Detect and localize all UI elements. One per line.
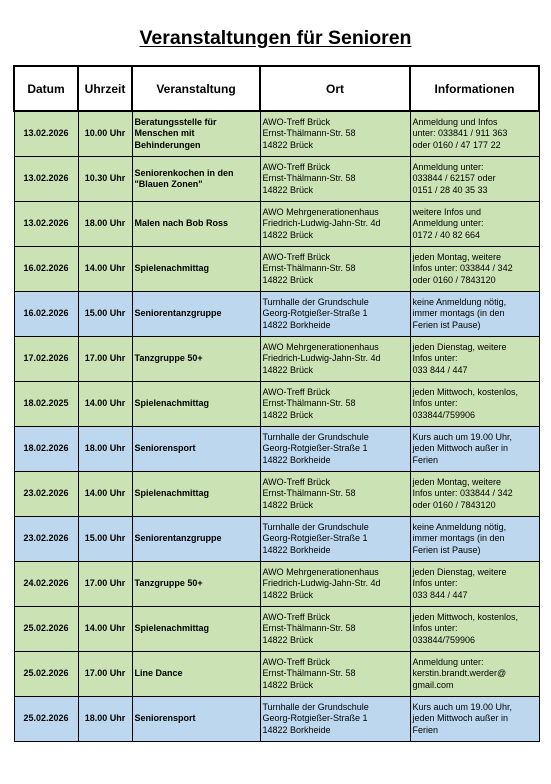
cell-place-line: Turnhalle der Grundschule [262, 432, 369, 443]
table-row [14, 427, 539, 472]
cell-info-line: 033 844 / 447 [412, 364, 468, 375]
cell-info-line: keine Anmeldung nötig, [412, 522, 507, 533]
cell-event [132, 337, 260, 382]
cell-info-line: kerstin.brandt.werder@ [412, 668, 507, 679]
cell-place-line: Ernst-Thälmann-Str. 58 [262, 173, 356, 184]
cell-date: 25.02.2026 [14, 652, 78, 697]
cell-info-line: jeden Mittwoch außer in [412, 713, 509, 724]
cell-info-line: Infos unter: [412, 623, 458, 634]
cell-info-line: immer montags (in den [412, 533, 505, 544]
cell-date: 13.02.2026 [14, 111, 78, 157]
cell-event [132, 652, 260, 697]
cell-info [410, 337, 539, 382]
cell-place-line: AWO Mehrgenerationenhaus [262, 207, 379, 218]
cell-info-line: Infos unter: 033844 / 342 [412, 263, 513, 274]
cell-place [260, 111, 410, 157]
cell-place-line: Georg-Rotgießer-Straße 1 [262, 713, 368, 724]
cell-info [410, 427, 539, 472]
cell-time: 15.00 Uhr [78, 292, 132, 337]
events-table [13, 65, 540, 742]
cell-place [260, 382, 410, 427]
cell-place [260, 472, 410, 517]
cell-info [410, 697, 539, 742]
cell-info-line: Anmeldung unter: [412, 162, 484, 173]
cell-event-line: Line Dance [134, 668, 183, 679]
cell-place-line: Ernst-Thälmann-Str. 58 [262, 623, 356, 634]
cell-place-line: AWO Mehrgenerationenhaus [262, 567, 379, 578]
cell-place-line: Ernst-Thälmann-Str. 58 [262, 668, 356, 679]
cell-event-line: Seniorentanzgruppe [134, 308, 222, 319]
cell-place-line: AWO-Treff Brück [262, 162, 331, 173]
cell-event-line: Seniorensport [134, 443, 196, 454]
cell-event-line: Seniorensport [134, 713, 196, 724]
table-row [14, 562, 539, 607]
cell-info-line: Anmeldung unter: [412, 218, 484, 229]
table-row [14, 292, 539, 337]
cell-event-line: Spielenachmittag [134, 398, 210, 409]
table-row [14, 111, 539, 157]
cell-event [132, 697, 260, 742]
cell-info [410, 652, 539, 697]
cell-info-line: Infos unter: 033844 / 342 [412, 488, 513, 499]
cell-info-line: 0172 / 40 82 664 [412, 229, 481, 240]
cell-info-line: Infos unter: [412, 578, 458, 589]
cell-info-line: immer montags (in den [412, 308, 505, 319]
cell-date: 23.02.2026 [14, 472, 78, 517]
cell-event-line: Spielenachmittag [134, 488, 210, 499]
cell-info-line: Infos unter: [412, 353, 458, 364]
cell-time: 17.00 Uhr [78, 337, 132, 382]
table-row [14, 337, 539, 382]
cell-time: 14.00 Uhr [78, 607, 132, 652]
cell-info-line: jeden Mittwoch außer in [412, 443, 509, 454]
cell-place [260, 697, 410, 742]
cell-place [260, 652, 410, 697]
cell-info [410, 382, 539, 427]
cell-info [410, 157, 539, 202]
cell-date: 18.02.2026 [14, 427, 78, 472]
cell-event [132, 111, 260, 157]
cell-info-line: Ferien ist Pause) [412, 544, 481, 555]
cell-date: 16.02.2026 [14, 247, 78, 292]
table-header [14, 66, 539, 111]
cell-place [260, 337, 410, 382]
cell-info-line: 0151 / 28 40 35 33 [412, 184, 488, 195]
cell-place-line: 14822 Brück [262, 679, 314, 690]
cell-info-line: Ferien [412, 454, 439, 465]
cell-place-line: 14822 Borkheide [262, 544, 331, 555]
cell-place [260, 427, 410, 472]
cell-time: 17.00 Uhr [78, 652, 132, 697]
cell-info-line: jeden Dienstag, weitere [412, 342, 507, 353]
cell-place [260, 517, 410, 562]
cell-event [132, 292, 260, 337]
cell-date: 25.02.2026 [14, 697, 78, 742]
cell-time: 18.00 Uhr [78, 202, 132, 247]
table-body [14, 111, 539, 742]
cell-event-line: Spielenachmittag [134, 263, 210, 274]
cell-place-line: Turnhalle der Grundschule [262, 522, 369, 533]
cell-time: 14.00 Uhr [78, 247, 132, 292]
cell-event-line: Menschen mit [134, 128, 195, 139]
cell-place-line: 14822 Borkheide [262, 724, 331, 735]
cell-place-line: Ernst-Thälmann-Str. 58 [262, 398, 356, 409]
cell-date: 18.02.2025 [14, 382, 78, 427]
cell-place-line: 14822 Brück [262, 499, 314, 510]
cell-place-line: 14822 Brück [262, 634, 314, 645]
cell-time: 14.00 Uhr [78, 472, 132, 517]
table-row [14, 382, 539, 427]
cell-info-line: oder 0160 / 7843120 [412, 499, 496, 510]
cell-place-line: 14822 Brück [262, 274, 314, 285]
cell-place-line: 14822 Brück [262, 409, 314, 420]
cell-event [132, 607, 260, 652]
cell-info-line: 033844/759906 [412, 409, 476, 420]
cell-info-line: unter: 033841 / 911 363 [412, 128, 508, 139]
cell-place-line: AWO-Treff Brück [262, 612, 331, 623]
cell-info [410, 202, 539, 247]
cell-info-line: gmail.com [412, 679, 454, 690]
cell-event-line: Tanzgruppe 50+ [134, 353, 203, 364]
cell-place-line: Georg-Rotgießer-Straße 1 [262, 533, 368, 544]
cell-event-line: Seniorentanzgruppe [134, 533, 222, 544]
table-row [14, 607, 539, 652]
header-time: Uhrzeit [78, 66, 132, 111]
cell-place-line: AWO Mehrgenerationenhaus [262, 342, 379, 353]
cell-place-line: Turnhalle der Grundschule [262, 297, 369, 308]
cell-info [410, 247, 539, 292]
header-row [14, 66, 539, 111]
table-row [14, 697, 539, 742]
page-title: Veranstaltungen für Senioren [139, 27, 412, 49]
table-row [14, 202, 539, 247]
cell-info-line: oder 0160 / 47 177 22 [412, 139, 501, 150]
cell-info-line: Ferien [412, 724, 439, 735]
cell-event-line: Seniorenkochen in den [134, 167, 234, 178]
cell-place-line: Turnhalle der Grundschule [262, 702, 369, 713]
cell-info-line: jeden Montag, weitere [412, 477, 502, 488]
cell-info-line: Infos unter: [412, 398, 458, 409]
cell-date: 25.02.2026 [14, 607, 78, 652]
table-row [14, 472, 539, 517]
cell-place [260, 247, 410, 292]
cell-info [410, 562, 539, 607]
cell-info [410, 292, 539, 337]
cell-event [132, 382, 260, 427]
cell-date: 16.02.2026 [14, 292, 78, 337]
cell-place-line: AWO-Treff Brück [262, 477, 331, 488]
cell-place-line: Friedrich-Ludwig-Jahn-Str. 4d [262, 578, 381, 589]
cell-place-line: 14822 Brück [262, 364, 314, 375]
cell-event-line: "Blauen Zonen" [134, 179, 203, 189]
cell-time: 18.00 Uhr [78, 697, 132, 742]
cell-event [132, 472, 260, 517]
cell-info-line: oder 0160 / 7843120 [412, 274, 496, 285]
cell-info-line: jeden Mittwoch, kostenlos, [412, 387, 519, 398]
cell-event-line: Behinderungen [134, 139, 201, 150]
cell-info-line: jeden Dienstag, weitere [412, 567, 507, 578]
cell-event [132, 517, 260, 562]
cell-place-line: 14822 Borkheide [262, 454, 331, 465]
table-row [14, 157, 539, 202]
cell-info [410, 472, 539, 517]
cell-time: 18.00 Uhr [78, 427, 132, 472]
cell-place-line: AWO-Treff Brück [262, 252, 331, 263]
cell-event-line: Tanzgruppe 50+ [134, 578, 203, 589]
header-info: Informationen [410, 66, 539, 111]
cell-place-line: AWO-Treff Brück [262, 387, 331, 398]
cell-info [410, 517, 539, 562]
table-row [14, 517, 539, 562]
cell-info [410, 607, 539, 652]
cell-place-line: 14822 Brück [262, 589, 314, 600]
header-event: Veranstaltung [132, 66, 260, 111]
cell-place-line: AWO-Treff Brück [262, 117, 331, 128]
cell-event [132, 157, 260, 202]
cell-event [132, 202, 260, 247]
cell-place-line: Georg-Rotgießer-Straße 1 [262, 308, 368, 319]
cell-info-line: weitere Infos und [412, 207, 482, 218]
cell-time: 17.00 Uhr [78, 562, 132, 607]
cell-place [260, 292, 410, 337]
cell-date: 24.02.2026 [14, 562, 78, 607]
cell-place [260, 202, 410, 247]
cell-place-line: Ernst-Thälmann-Str. 58 [262, 128, 356, 139]
cell-date: 17.02.2026 [14, 337, 78, 382]
cell-date: 23.02.2026 [14, 517, 78, 562]
cell-place-line: 14822 Brück [262, 139, 314, 150]
cell-info-line: 033 844 / 447 [412, 589, 468, 600]
cell-info-line: Anmeldung und Infos [412, 117, 498, 128]
cell-info-line: keine Anmeldung nötig, [412, 297, 507, 308]
cell-time: 10.00 Uhr [78, 111, 132, 157]
cell-info [410, 111, 539, 157]
cell-place-line: 14822 Borkheide [262, 319, 331, 330]
header-place: Ort [260, 66, 410, 111]
cell-info-line: Kurs auch um 19.00 Uhr, [412, 702, 513, 713]
cell-info-line: Anmeldung unter: [412, 657, 484, 668]
cell-time: 15.00 Uhr [78, 517, 132, 562]
cell-place-line: Friedrich-Ludwig-Jahn-Str. 4d [262, 353, 381, 364]
cell-place-line: AWO-Treff Brück [262, 657, 331, 668]
cell-info-line: jeden Mittwoch, kostenlos, [412, 612, 519, 623]
cell-date: 13.02.2026 [14, 157, 78, 202]
cell-event-line: Beratungsstelle für [134, 117, 217, 128]
cell-time: 10.30 Uhr [78, 157, 132, 202]
cell-event [132, 427, 260, 472]
cell-place-line: Friedrich-Ludwig-Jahn-Str. 4d [262, 218, 381, 229]
cell-place-line: Ernst-Thälmann-Str. 58 [262, 488, 356, 499]
cell-event [132, 247, 260, 292]
cell-info-line: jeden Montag, weitere [412, 252, 502, 263]
cell-event-line: Spielenachmittag [134, 623, 210, 634]
cell-event-line: Malen nach Bob Ross [134, 218, 229, 229]
cell-info-line: 033844/759906 [412, 634, 476, 645]
cell-place [260, 607, 410, 652]
cell-place-line: Ernst-Thälmann-Str. 58 [262, 263, 356, 274]
cell-place-line: Georg-Rotgießer-Straße 1 [262, 443, 368, 454]
cell-place [260, 157, 410, 202]
table-row [14, 247, 539, 292]
cell-place-line: 14822 Brück [262, 229, 314, 240]
cell-info-line: 033844 / 62157 oder [412, 173, 496, 184]
header-date: Datum [14, 66, 78, 111]
cell-place-line: 14822 Brück [262, 184, 314, 195]
cell-time: 14.00 Uhr [78, 382, 132, 427]
cell-date: 13.02.2026 [14, 202, 78, 247]
cell-place [260, 562, 410, 607]
cell-event [132, 562, 260, 607]
cell-info-line: Kurs auch um 19.00 Uhr, [412, 432, 513, 443]
cell-info-line: Ferien ist Pause) [412, 319, 481, 330]
table-row [14, 652, 539, 697]
